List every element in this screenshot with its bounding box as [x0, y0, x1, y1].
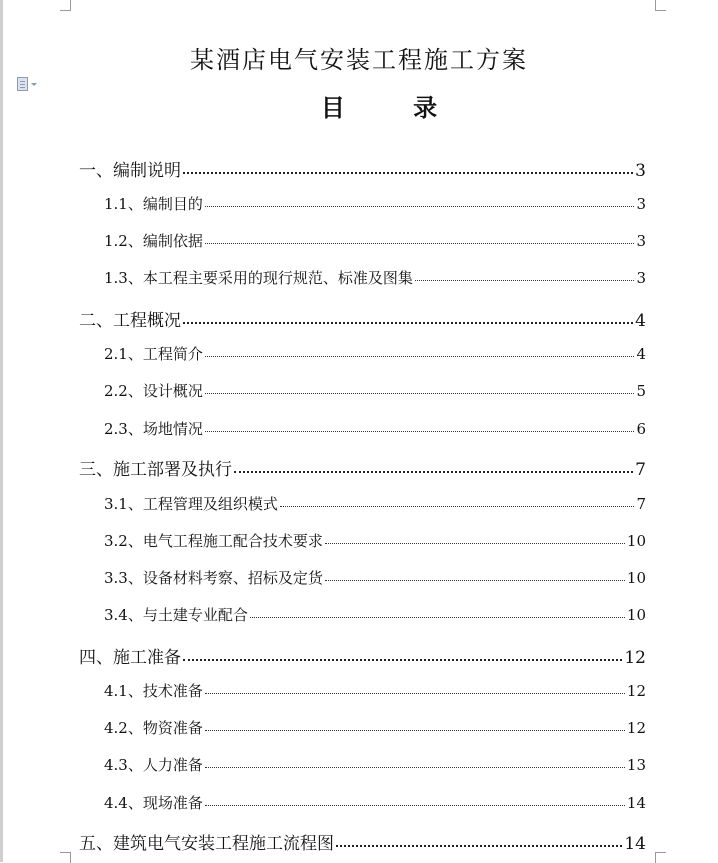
toc-entry-label: 二、工程概况: [79, 311, 181, 331]
toc-entry-label: 2.2、设计概况: [104, 382, 203, 400]
toc-entry-page-number: 13: [626, 756, 646, 774]
toc-entry-section[interactable]: [104, 267, 646, 288]
toc-entry-section[interactable]: [104, 418, 646, 439]
toc-entry-section[interactable]: [104, 567, 646, 588]
toc-entry-section[interactable]: [104, 380, 646, 401]
toc-entry-chapter[interactable]: [79, 156, 646, 181]
toc-entry-label: 4.3、人力准备: [104, 756, 203, 774]
toc-entry-section[interactable]: [104, 754, 646, 775]
toc-dot-leader: [234, 471, 633, 473]
toc-dot-leader: [250, 617, 625, 618]
margin-mark-bottom-right: [655, 852, 666, 863]
toc-entry-section[interactable]: [104, 717, 646, 738]
chevron-down-icon: [31, 83, 37, 86]
toc-dot-leader: [205, 767, 625, 768]
toc-dot-leader: [205, 805, 625, 806]
toc-entry-section[interactable]: [104, 792, 646, 813]
toc-dot-leader: [280, 506, 635, 507]
toc-dot-leader: [205, 206, 635, 207]
toc-entry-label: 1.3、本工程主要采用的现行规范、标准及图集: [104, 269, 413, 287]
toc-entry-page-number: 12: [626, 682, 646, 700]
toc-dot-leader: [336, 845, 622, 847]
toc-dot-leader: [183, 322, 633, 324]
toc-entry-section[interactable]: [104, 493, 646, 514]
toc-entry-page-number: 12: [626, 719, 646, 737]
toc-entry-page-number: 3: [635, 161, 646, 181]
toc-entry-chapter[interactable]: [79, 829, 646, 854]
toc-entry-label: 五、建筑电气安装工程施工流程图: [79, 834, 334, 854]
toc-dot-leader: [205, 393, 635, 394]
toc-entry-section[interactable]: [104, 193, 646, 214]
toc-dot-leader: [205, 693, 625, 694]
toc-entry-page-number: 10: [626, 569, 646, 587]
toc-entry-section[interactable]: [104, 230, 646, 251]
toc-entry-label: 1.2、编制依据: [104, 232, 203, 250]
toc-entry-page-number: 4: [636, 345, 646, 363]
toc-entry-label: 2.3、场地情况: [104, 420, 203, 438]
toc-entry-chapter[interactable]: [79, 306, 646, 331]
document-title: 某酒店电气安装工程施工方案: [190, 46, 528, 74]
toc-entry-label: 3.1、工程管理及组织模式: [104, 495, 278, 513]
toc-entry-chapter[interactable]: [79, 643, 646, 668]
toc-entry-section[interactable]: [104, 604, 646, 625]
page-left-edge: [0, 0, 3, 862]
toc-entry-page-number: 14: [626, 794, 646, 812]
toc-entry-label: 2.1、工程简介: [104, 345, 203, 363]
toc-entry-chapter[interactable]: [79, 455, 646, 480]
toc-entry-section[interactable]: [104, 530, 646, 551]
toc-entry-label: 1.1、编制目的: [104, 195, 203, 213]
toc-entry-section[interactable]: [104, 680, 646, 701]
margin-mark-top-left: [60, 0, 71, 11]
toc-entry-page-number: 10: [626, 532, 646, 550]
toc-entry-label: 4.2、物资准备: [104, 719, 203, 737]
toc-entry-page-number: 6: [636, 420, 646, 438]
toc-entry-label: 3.3、设备材料考察、招标及定货: [104, 569, 323, 587]
toc-entry-page-number: 3: [636, 232, 646, 250]
toc-entry-page-number: 7: [635, 460, 646, 480]
toc-entry-page-number: 3: [636, 269, 646, 287]
toc-entry-section[interactable]: [104, 343, 646, 364]
toc-dot-leader: [325, 580, 625, 581]
toc-entry-page-number: 7: [636, 495, 646, 513]
toc-dot-leader: [205, 243, 635, 244]
toc-entry-page-number: 5: [636, 382, 646, 400]
margin-mark-bottom-left: [60, 852, 71, 863]
toc-dot-leader: [183, 659, 622, 661]
toc-entry-page-number: 4: [635, 311, 646, 331]
toc-entry-page-number: 14: [624, 834, 646, 854]
margin-mark-top-right: [655, 0, 666, 11]
toc-heading: 目 录: [320, 93, 438, 122]
toc-entry-label: 4.4、现场准备: [104, 794, 203, 812]
toc-entry-page-number: 3: [636, 195, 646, 213]
toc-dot-leader: [205, 730, 625, 731]
toc-dot-leader: [415, 280, 635, 281]
toc-entry-label: 3.2、电气工程施工配合技术要求: [104, 532, 323, 550]
toc-dot-leader: [205, 356, 635, 357]
toc-entry-label: 4.1、技术准备: [104, 682, 203, 700]
toc-entry-label: 一、编制说明: [79, 161, 181, 181]
toc-entry-label: 四、施工准备: [79, 648, 181, 668]
toc-entry-page-number: 10: [626, 606, 646, 624]
toc-entry-page-number: 12: [624, 648, 646, 668]
toc-dot-leader: [325, 543, 625, 544]
toc-dot-leader: [205, 431, 635, 432]
toc-dot-leader: [183, 172, 633, 174]
toc-entry-label: 3.4、与土建专业配合: [104, 606, 248, 624]
toc-entry-label: 三、施工部署及执行: [79, 460, 232, 480]
